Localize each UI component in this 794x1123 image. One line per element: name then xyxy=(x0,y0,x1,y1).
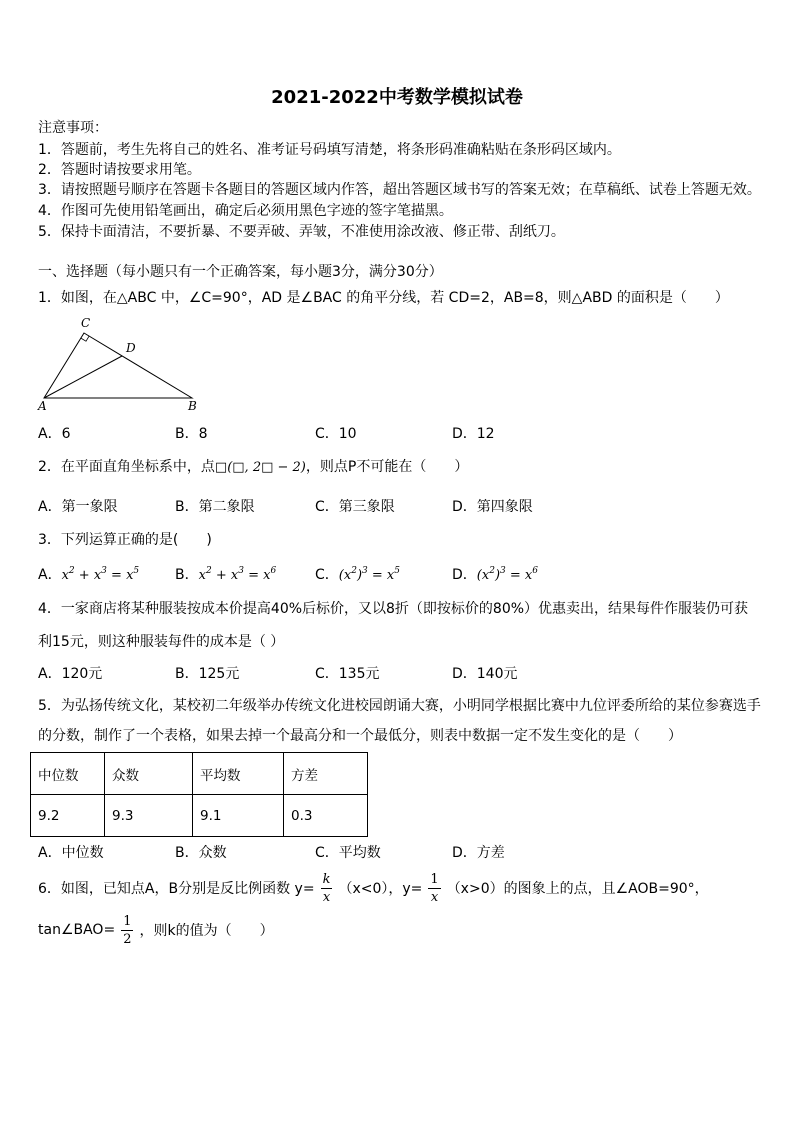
option-d: D．方差 xyxy=(452,845,505,861)
term: x xyxy=(198,568,206,583)
option-a: A．6 xyxy=(38,426,71,442)
term: x xyxy=(126,568,134,583)
question-3-options xyxy=(0,564,794,586)
fraction-1-over-x xyxy=(428,872,440,905)
question-2-stem-before: 2．在平面直角坐标系中，点 xyxy=(38,459,215,475)
notice-item-4: 4．作图可先使用铅笔画出，确定后必须用黑色字迹的签字笔描黑。 xyxy=(38,203,453,219)
table-cell: 9.3 xyxy=(105,795,193,837)
exponent: 6 xyxy=(532,566,538,576)
table-header-row xyxy=(31,753,368,795)
notice-item-1: 1．答题前，考生先将自己的姓名、准考证号码填写清楚，将条形码准确粘贴在条形码区域内。 xyxy=(38,142,621,158)
option-expression xyxy=(199,568,277,583)
question-5-line-2: 的分数，制作了一个表格，如果去掉一个最高分和一个最低分，则表中数据一定不发生变化的是（ ） xyxy=(38,728,682,744)
label-a: A xyxy=(38,399,47,413)
table-cell: 9.1 xyxy=(193,795,284,837)
notice-item-2: 2．答题时请按要求用笔。 xyxy=(38,162,201,178)
term: x xyxy=(263,568,271,583)
equals: = xyxy=(505,568,525,583)
fraction-bar xyxy=(321,888,333,889)
exponent: 2 xyxy=(68,566,75,576)
option-b: B．125元 xyxy=(175,666,240,682)
question-3-stem: 3．下列运算正确的是( ) xyxy=(38,532,212,548)
notice-heading: 注意事项： xyxy=(38,120,108,136)
equals: = xyxy=(106,568,127,583)
exponent: 3 xyxy=(101,566,107,576)
label-b: B xyxy=(188,399,197,413)
fraction-bar xyxy=(428,888,440,889)
question-5-line-1: 5．为弘扬传统文化，某校初二年级举办传统文化进校园朗诵大赛，小明同学根据比赛中九位评委所给的某位参赛选手 xyxy=(38,698,761,714)
term: x xyxy=(343,568,352,583)
option-c: C．10 xyxy=(315,426,357,442)
exponent: 3 xyxy=(500,566,506,576)
option-c xyxy=(315,564,400,587)
table-header-cell: 平均数 xyxy=(193,753,284,795)
notice-item-3: 3．请按照题号顺序在答题卡各题目的答题区域内作答，超出答题区域书写的答案无效；在草稿纸、试卷上答题无效。 xyxy=(38,182,761,198)
fraction-k-over-x xyxy=(321,872,333,905)
question-4-line-2: 利15元，则这种服装每件的成本是（ ） xyxy=(38,634,285,650)
option-a: A．中位数 xyxy=(38,845,104,861)
question-2-options xyxy=(0,496,794,518)
question-6-line-1 xyxy=(38,870,709,906)
triangle-figure xyxy=(30,312,210,416)
operator: + xyxy=(74,568,94,583)
question-6-text: 6．如图，已知点A，B分别是反比例函数 y= xyxy=(38,881,315,897)
table-header-cell: 众数 xyxy=(105,753,193,795)
option-a: A．120元 xyxy=(38,666,103,682)
triangle-abc xyxy=(44,333,192,398)
left-paren: ( xyxy=(476,568,482,583)
option-a: A．第一象限 xyxy=(38,499,118,515)
option-expression xyxy=(477,568,538,583)
segment-ad xyxy=(44,356,122,398)
exponent: 3 xyxy=(238,566,244,576)
exam-title: 2021-2022中考数学模拟试卷 xyxy=(271,87,523,108)
fraction-denominator: x xyxy=(430,889,439,905)
table-row xyxy=(31,795,368,837)
question-6-text: （x<0），y= xyxy=(338,881,423,897)
operator: + xyxy=(211,568,231,583)
right-paren: ) xyxy=(356,568,363,583)
question-2-stem xyxy=(38,457,468,477)
statistics-table xyxy=(30,752,368,837)
fraction-numerator: 1 xyxy=(123,913,132,929)
exponent: 6 xyxy=(270,566,277,576)
fraction-bar xyxy=(121,930,133,931)
question-5-options xyxy=(0,842,794,864)
option-d xyxy=(452,564,538,587)
option-label: D． xyxy=(452,567,477,583)
term: x xyxy=(61,568,69,583)
table-header-cell: 中位数 xyxy=(31,753,105,795)
fraction-numerator: 1 xyxy=(430,871,439,887)
notice-item-5: 5．保持卡面清洁，不要折暴、不要弄破、弄皱，不准使用涂改液、修正带、刮纸刀。 xyxy=(38,224,565,240)
term: x xyxy=(230,568,239,583)
option-c: C．平均数 xyxy=(315,845,381,861)
option-b: B．8 xyxy=(175,426,208,442)
option-expression xyxy=(339,568,400,583)
term: x xyxy=(524,568,533,583)
right-paren: ) xyxy=(494,568,501,583)
option-d: D．第四象限 xyxy=(452,499,533,515)
option-c: C．135元 xyxy=(315,666,380,682)
equals: = xyxy=(367,568,387,583)
question-1-options xyxy=(0,423,794,445)
exponent: 2 xyxy=(489,566,495,576)
option-d: D．12 xyxy=(452,426,495,442)
table-cell: 0.3 xyxy=(284,795,368,837)
question-1-stem: 1．如图，在△ABC 中，∠C=90°，AD 是∠BAC 的角平分线，若 CD=2，AB=8，则△ABD 的面积是（ ） xyxy=(38,290,729,306)
left-paren: ( xyxy=(338,568,344,583)
label-d: D xyxy=(126,341,136,355)
option-a xyxy=(38,564,139,587)
question-6-text: （x>0）的图象上的点，且∠AOB=90°， xyxy=(446,881,709,897)
exponent: 5 xyxy=(394,566,400,576)
question-2-formula: □(□, 2□ − 2) xyxy=(214,460,306,475)
exponent: 5 xyxy=(133,566,140,576)
question-4-line-1: 4．一家商店将某种服装按成本价提高40%后标价，又以8折（即按标价的80%）优惠卖出，结果每件作服装仍可获 xyxy=(38,601,749,617)
term: x xyxy=(93,568,102,583)
option-c: C．第三象限 xyxy=(315,499,395,515)
exponent: 2 xyxy=(205,566,212,576)
table-cell: 9.2 xyxy=(31,795,105,837)
fraction-denominator: 2 xyxy=(123,931,132,947)
equals: = xyxy=(243,568,264,583)
option-label: A． xyxy=(38,567,62,583)
exponent: 3 xyxy=(362,566,368,576)
label-c: C xyxy=(81,316,91,330)
section-heading-choice: 一、选择题（每小题只有一个正确答案，每小题3分，满分30分） xyxy=(38,264,443,280)
option-b: B．第二象限 xyxy=(175,499,255,515)
term: x xyxy=(481,568,490,583)
fraction-numerator: k xyxy=(322,871,331,887)
question-4-options xyxy=(0,663,794,685)
question-6-text: tan∠BAO= xyxy=(38,922,116,938)
fraction-1-over-2 xyxy=(121,914,133,947)
fraction-denominator: x xyxy=(322,889,331,905)
table-header-cell: 方差 xyxy=(284,753,368,795)
option-label: B． xyxy=(175,567,199,583)
question-6-line-2 xyxy=(38,911,274,949)
option-d: D．140元 xyxy=(452,666,518,682)
option-b xyxy=(175,564,276,587)
question-6-text: ，则k的值为（ ） xyxy=(139,923,274,939)
option-label: C． xyxy=(315,567,339,583)
option-b: B．众数 xyxy=(175,845,227,861)
exponent: 2 xyxy=(351,566,357,576)
option-expression xyxy=(62,568,140,583)
question-2-stem-after: ，则点P不可能在（ ） xyxy=(305,459,469,475)
term: x xyxy=(386,568,395,583)
